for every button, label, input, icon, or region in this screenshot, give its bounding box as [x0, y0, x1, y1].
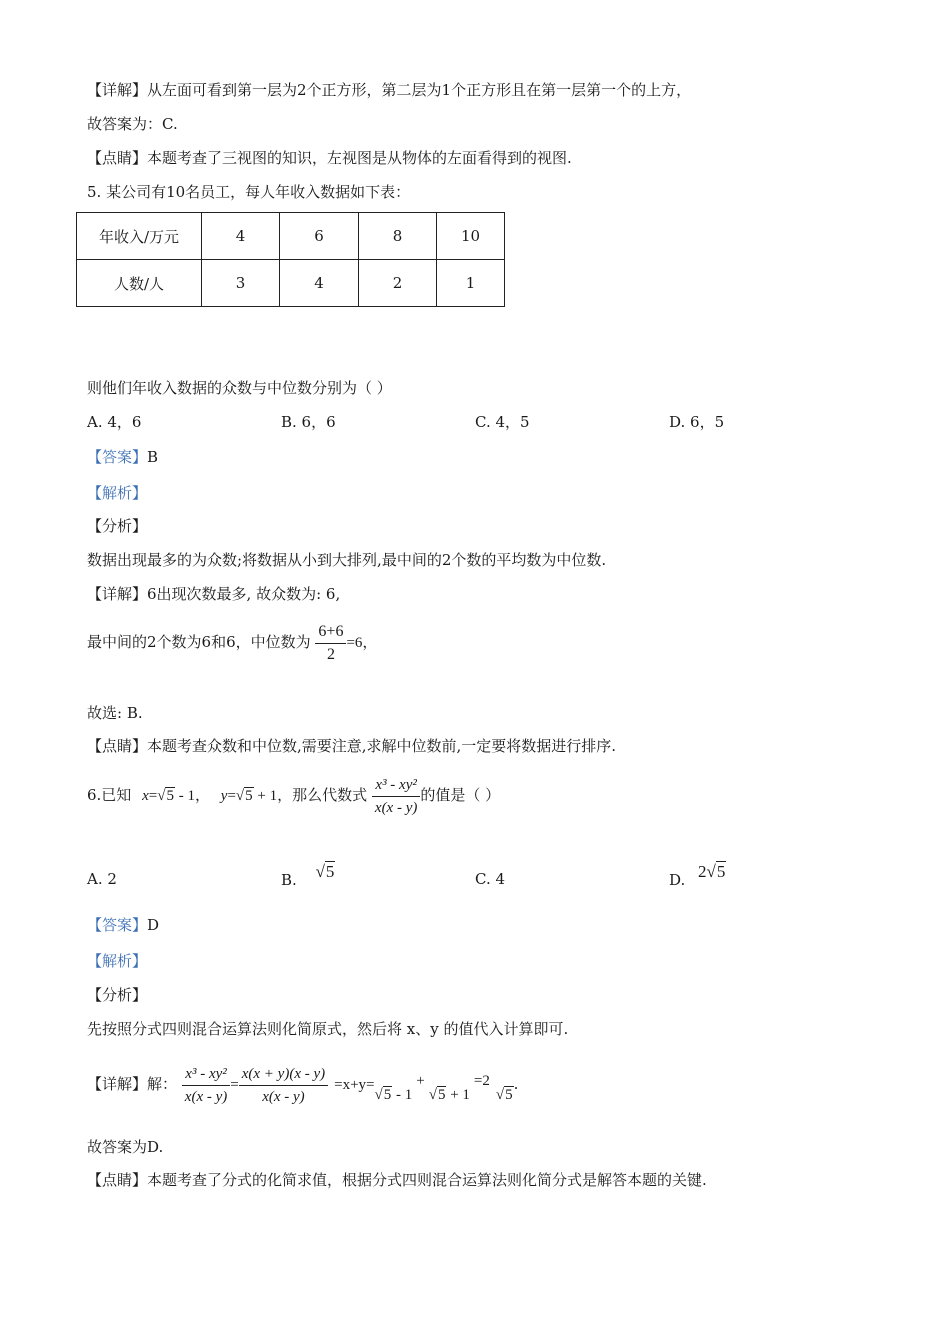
- separator: ，: [194, 786, 210, 804]
- q4-comment: 【点睛】本题考查了三视图的知识，左视图是从物体的左面看得到的视图.: [87, 149, 572, 167]
- fraction-denominator: x(x - y): [262, 1088, 305, 1105]
- fraction-numerator: x³ - xy²: [182, 1065, 229, 1086]
- equals: =: [230, 1077, 239, 1093]
- answer-label: 【答案】: [87, 448, 148, 466]
- q5-answer: [87, 447, 158, 467]
- q5-comment: 【点睛】本题考查众数和中位数,需要注意,求解中位数前,一定要将数据进行排序.: [87, 737, 617, 755]
- q5-option-a: A. 4，6: [87, 413, 142, 431]
- table-row: [77, 213, 505, 260]
- expression-fraction: [372, 776, 420, 817]
- table-header-cell: 人数/人: [77, 260, 202, 307]
- q6-stem-suffix: 的值是（ ）: [420, 786, 501, 804]
- minus-one: - 1: [392, 1087, 413, 1103]
- q6-option-c: C. 4: [475, 870, 506, 888]
- q5-option-b: B. 6，6: [281, 413, 336, 431]
- table-cell: 2: [359, 260, 437, 307]
- median-suffix: ，: [362, 633, 378, 651]
- q4-detail: 【详解】从左面可看到第一层为2个正方形，第二层为1个正方形且在第一层第一个的上方，: [87, 81, 692, 99]
- sqrt-five: √5: [157, 788, 174, 804]
- median-prefix: 最中间的2个数为6和6，中位数为: [87, 633, 311, 651]
- table-cell: 6: [280, 213, 359, 260]
- q6-comment: 【点睛】本题考查了分式的化简求值，根据分式四则混合运算法则化简分式是解答本题的关键.: [87, 1171, 707, 1189]
- coefficient: 2: [698, 862, 707, 881]
- q5-choice: 故选: B.: [87, 704, 143, 722]
- sqrt-five: √5: [428, 1087, 446, 1103]
- table-cell: 8: [359, 213, 437, 260]
- minus-one: - 1: [174, 788, 195, 804]
- equals-x-plus-y: =x+y=: [334, 1077, 375, 1093]
- q6-stem-prefix: 6.已知: [87, 786, 132, 804]
- table-cell: 10: [437, 213, 505, 260]
- period: .: [513, 1075, 519, 1093]
- q5-option-d: D. 6，5: [669, 413, 725, 431]
- fraction-denominator: x(x - y): [184, 1088, 228, 1105]
- detail-fraction-2: [239, 1065, 328, 1106]
- q6-detail-prefix: 【详解】解：: [87, 1075, 178, 1093]
- table-cell: 4: [280, 260, 359, 307]
- table-header-cell: 年收入/万元: [77, 213, 202, 260]
- equals: =: [227, 788, 236, 804]
- median-denominator: 2: [326, 645, 335, 663]
- plus-sign: +: [416, 1073, 425, 1089]
- sqrt-five: √5: [315, 862, 335, 881]
- q6-option-d: D. 2√5: [669, 862, 726, 889]
- q6-mid-text: ，那么代数式: [277, 786, 368, 804]
- median-numerator: 6+6: [315, 623, 346, 644]
- q6-option-b: B. √5: [281, 862, 335, 889]
- q5-analysis-label: 【解析】: [87, 484, 148, 502]
- median-result: =6: [346, 635, 363, 651]
- q5-stem: 5. 某公司有10名员工，每人年收入数据如下表：: [87, 183, 411, 201]
- table-cell: 4: [202, 213, 280, 260]
- q5-median-line: [87, 620, 377, 665]
- q5-fenxi-text: 数据出现最多的为众数;将数据从小到大排列,最中间的2个数的平均数为中位数.: [87, 551, 607, 569]
- sqrt-five: √5: [235, 788, 253, 804]
- sqrt-five: √5: [374, 1087, 392, 1103]
- answer-label: 【答案】: [87, 916, 148, 934]
- q5-question: 则他们年收入数据的众数与中位数分别为（ ）: [87, 379, 392, 397]
- sqrt-five: √5: [495, 1087, 513, 1103]
- table-cell: 1: [437, 260, 505, 307]
- plus-one: + 1: [253, 788, 278, 804]
- q6-fenxi-text: 先按照分式四则混合运算法则化简原式，然后将 x、y 的值代入计算即可.: [87, 1020, 569, 1038]
- expression-denominator: x(x - y): [374, 799, 418, 816]
- answer-value: D: [147, 916, 160, 934]
- median-fraction: [315, 623, 346, 664]
- q4-answer: 故答案为：C.: [87, 115, 178, 133]
- q5-option-c: C. 4，5: [475, 413, 530, 431]
- table-row: [77, 260, 505, 307]
- fraction-numerator: x(x + y)(x - y): [239, 1065, 328, 1086]
- q6-answer-line: 故答案为D.: [87, 1138, 164, 1156]
- q6-stem: [87, 772, 500, 819]
- q6-detail-line: [87, 1056, 518, 1113]
- income-table: [76, 212, 505, 307]
- q5-detail: 【详解】6出现次数最多, 故众数为: 6,: [87, 585, 341, 603]
- expression-numerator: x³ - xy²: [372, 776, 419, 797]
- table-cell: 3: [202, 260, 280, 307]
- equals: =: [148, 788, 158, 804]
- detail-fraction-1: [182, 1065, 230, 1106]
- sqrt-five: √5: [706, 862, 726, 881]
- plus-one: + 1: [446, 1087, 470, 1103]
- q6-option-a: A. 2: [87, 870, 117, 888]
- q6-analysis-label: 【解析】: [87, 952, 148, 970]
- answer-value: B: [147, 448, 159, 466]
- x-var: x: [142, 788, 149, 804]
- equals-two: =2: [473, 1073, 490, 1089]
- q5-fenxi-label: 【分析】: [87, 517, 148, 535]
- q6-answer: [87, 915, 159, 935]
- q6-fenxi-label: 【分析】: [87, 986, 148, 1004]
- y-var: y: [220, 788, 228, 804]
